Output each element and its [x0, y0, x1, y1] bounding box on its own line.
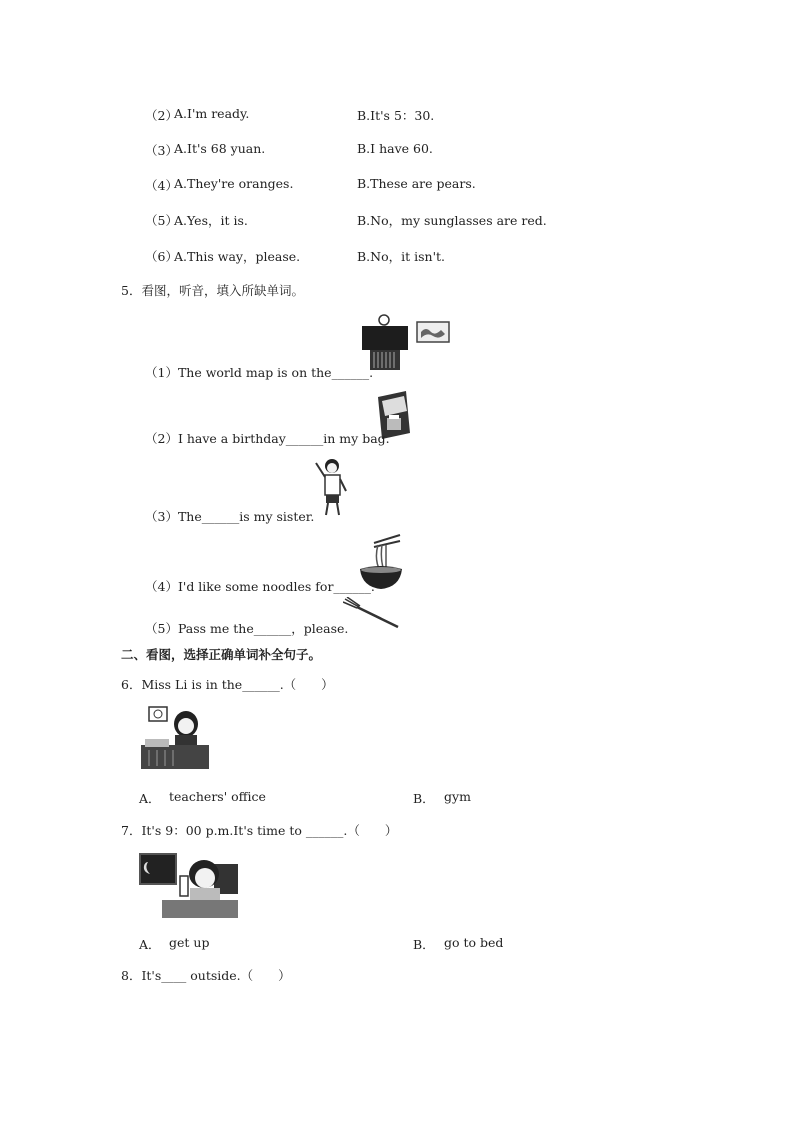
- fork-image: [343, 597, 401, 631]
- row-6-option-b: B.No，it isn't.: [357, 249, 446, 264]
- q7-option-a-label[interactable]: A．: [139, 937, 161, 952]
- q7-stem: 7．It's 9：00 p.m.It's time to ______.（ ）: [121, 823, 398, 838]
- q6-option-a[interactable]: teachers' office: [169, 789, 266, 804]
- row-4-number: （4）: [145, 178, 178, 193]
- q7-option-b-label[interactable]: B．: [413, 937, 435, 952]
- row-6-option-a: A.This way，please.: [174, 249, 301, 264]
- q5-item-4: （4）I'd like some noodles for______.: [145, 579, 375, 594]
- row-3-option-a: A.It's 68 yuan.: [174, 141, 266, 156]
- row-2-number: （2）: [145, 108, 178, 123]
- q5-heading: 5．看图，听音，填入所缺单词。: [121, 283, 304, 298]
- q5-item-1: （1）The world map is on the______.: [145, 365, 374, 380]
- q7-option-a[interactable]: get up: [169, 935, 210, 950]
- q8-stem: 8．It's____ outside.（ ）: [121, 968, 291, 983]
- row-3-number: （3）: [145, 143, 178, 158]
- row-5-option-b: B.No，my sunglasses are red.: [357, 213, 547, 228]
- q5-item-5: （5）Pass me the______，please.: [145, 621, 349, 636]
- q6-option-a-label[interactable]: A．: [139, 791, 161, 806]
- girl-image: [312, 457, 352, 519]
- q7-option-b[interactable]: go to bed: [444, 935, 504, 950]
- teacher-office-image: [139, 704, 211, 774]
- row-4-option-b: B.These are pears.: [357, 176, 476, 191]
- blackboard-image: [360, 314, 452, 374]
- q6-stem: 6．Miss Li is in the______.（ ）: [121, 677, 334, 692]
- row-3-option-b: B.I have 60.: [357, 141, 433, 156]
- q6-option-b-label[interactable]: B．: [413, 791, 435, 806]
- section-2-heading: 二、看图，选择正确单词补全句子。: [121, 647, 322, 662]
- q5-item-3: （3）The______is my sister.: [145, 509, 315, 524]
- bedtime-image: [138, 852, 240, 920]
- row-5-option-a: A.Yes，it is.: [174, 213, 248, 228]
- q6-option-b[interactable]: gym: [444, 789, 471, 804]
- row-5-number: （5）: [145, 213, 178, 228]
- row-4-option-a: A.They're oranges.: [174, 176, 294, 191]
- row-2-option-b: B.It's 5：30.: [357, 108, 435, 123]
- q5-item-2: （2）I have a birthday______in my bag.: [145, 431, 390, 446]
- row-6-number: （6）: [145, 249, 178, 264]
- row-2-option-a: A.I'm ready.: [174, 106, 250, 121]
